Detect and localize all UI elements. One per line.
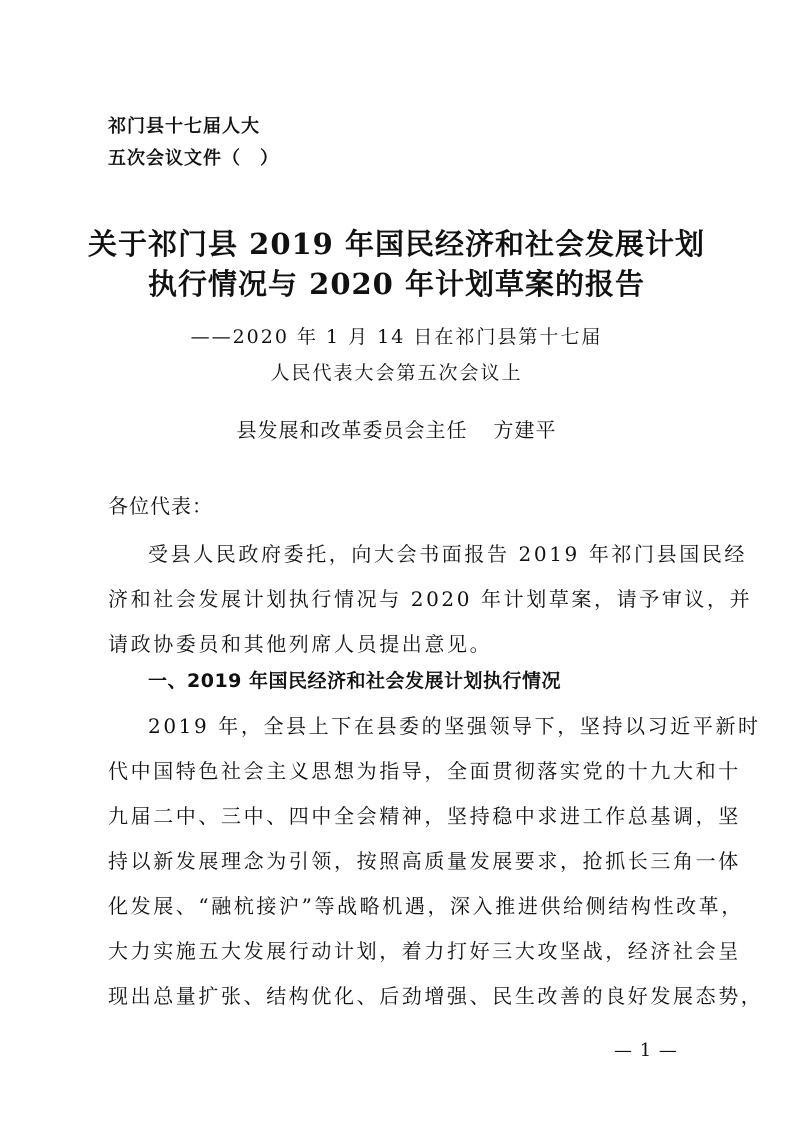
paragraph2-line: 大力实施五大发展行动计划，着力打好三大攻坚战，经济社会呈 [108, 939, 741, 963]
author-line [0, 414, 793, 443]
paragraph1-line: 济和社会发展计划执行情况与 2020 年计划草案，请予审议，并 [108, 587, 753, 611]
author-position: 县发展和改革委员会主任 [236, 418, 468, 442]
paragraph2-line: 代中国特色社会主义思想为指导，全面贯彻落实党的十九大和十 [108, 759, 741, 783]
section-heading: 一、2019 年国民经济和社会发展计划执行情况 [148, 670, 561, 692]
author-name: 方建平 [493, 418, 557, 442]
paragraph1-line: 请政协委员和其他列席人员提出意见。 [108, 632, 493, 656]
paragraph2-line: 现出总量扩张、结构优化、后劲增强、民生改善的良好发展态势， [108, 984, 764, 1008]
document-header-line1: 祁门县十七届人大 [108, 116, 260, 137]
report-title-line2: 执行情况与 2020 年计划草案的报告 [148, 267, 645, 301]
report-subtitle-line1: ——2020 年 1 月 14 日在祁门县第十七届 [190, 326, 603, 348]
paragraph2-line: 化发展、“融杭接沪”等战略机遇，深入推进供给侧结构性改革， [108, 894, 744, 918]
paragraph2-line: 持以新发展理念为引领，按照高质量发展要求，抢抓长三角一体 [108, 849, 741, 873]
report-subtitle-line2: 人民代表大会第五次会议上 [270, 362, 523, 384]
paragraph2-line: 2019 年，全县上下在县委的坚强领导下，坚持以习近平新时 [148, 714, 761, 738]
salutation: 各位代表： [108, 494, 213, 518]
paragraph2-line: 九届二中、三中、四中全会精神，坚持稳中求进工作总基调，坚 [108, 804, 741, 828]
page-number: — 1 — [614, 1040, 678, 1061]
report-title-line1: 关于祁门县 2019 年国民经济和社会发展计划 [88, 227, 705, 261]
document-header-line2: 五次会议文件（ ） [108, 148, 279, 169]
paragraph1-line: 受县人民政府委托，向大会书面报告 2019 年祁门县国民经 [148, 542, 748, 566]
